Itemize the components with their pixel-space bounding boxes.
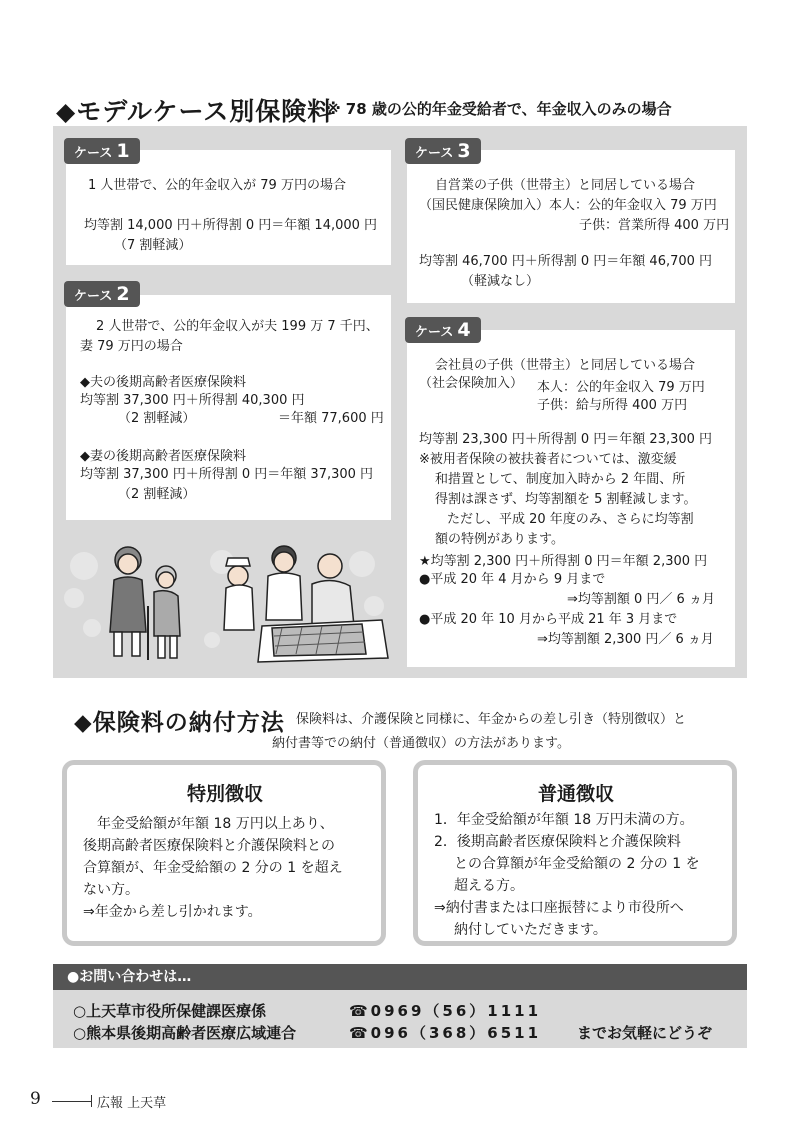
case-1-calculation: 均等割 14,000 円＋所得割 0 円＝年額 14,000 円	[84, 218, 378, 233]
case-3-tab	[405, 138, 481, 164]
case-tab-number: 1	[116, 140, 130, 162]
contact-phone-1[interactable]: ☎0969（56）1111	[349, 1002, 542, 1020]
case-2-wife-heading: ◆妻の後期高齢者医療保険料	[80, 449, 246, 464]
contact-org-2: ○熊本県後期高齢者医療広域連合	[73, 1024, 297, 1042]
contact-header: ●お問い合わせは…	[53, 964, 747, 990]
normal-collection-line-5: ⇒納付書または口座振替により市役所へ	[434, 900, 684, 916]
normal-collection-line-1: 1．年金受給額が年額 18 万円未満の方。	[434, 812, 694, 828]
normal-collection-line-3: との合算額が年金受給額の 2 分の 1 を	[454, 856, 700, 872]
case-2-description-1: 2 人世帯で、公的年金収入が夫 199 万 7 千円、	[96, 319, 379, 334]
case-2-box	[66, 295, 391, 520]
contact-phone-2[interactable]: ☎096（368）6511	[349, 1024, 542, 1042]
page-number: 9	[30, 1089, 41, 1109]
special-collection-line-1: 年金受給額が年額 18 万円以上あり、	[97, 816, 334, 832]
normal-collection-line-2: 2．後期高齢者医療保険料と介護保険料	[434, 834, 681, 850]
case-tab-number: 3	[457, 140, 471, 162]
payment-method-description-line-1: 保険料は、介護保険と同様に、年金からの差し引き（特別徴収）と	[296, 712, 687, 727]
case-4-child-income: 子供：給与所得 400 万円	[537, 398, 688, 413]
special-collection-line-2: 後期高齢者医療保険料と介護保険料との	[83, 838, 335, 854]
case-4-note-5: 額の特例があります。	[435, 532, 564, 547]
case-3-description-1: 自営業の子供（世帯主）と同居している場合	[435, 178, 696, 193]
footer-rule-tick	[91, 1095, 92, 1107]
case-tab-label: ケース	[415, 325, 454, 340]
case-1-tab	[64, 138, 140, 164]
case-2-husband-reduction: （2 割軽減）	[118, 411, 196, 426]
case-3-box	[407, 150, 735, 303]
case-3-child-income: 子供：営業所得 400 万円	[579, 218, 730, 233]
special-collection-title: 特別徴収	[187, 783, 264, 805]
special-collection-line-4: ない方。	[83, 882, 139, 898]
case-2-husband-total: ＝年額 77,600 円	[278, 411, 384, 426]
case-3-reduction: （軽減なし）	[461, 274, 540, 289]
case-3-insurance: （国民健康保険加入）	[419, 198, 550, 213]
case-tab-label: ケース	[74, 289, 113, 304]
publication-name: 広報 上天草	[97, 1096, 167, 1111]
case-2-husband-calculation: 均等割 37,300 円＋所得割 40,300 円	[80, 393, 305, 408]
case-2-description-2: 妻 79 万円の場合	[80, 339, 183, 354]
case-4-description-1: 会社員の子供（世帯主）と同居している場合	[435, 358, 696, 373]
case-tab-number: 2	[116, 283, 130, 305]
payment-method-description	[272, 708, 687, 756]
case-tab-label: ケース	[74, 146, 113, 161]
case-1-reduction: （7 割軽減）	[114, 238, 192, 253]
normal-collection-line-6: 納付していただきます。	[454, 922, 607, 938]
case-4-note-3: 得割は課さず、均等割額を 5 割軽減します。	[435, 492, 697, 507]
payment-method-description-line-2: 納付書等での納付（普通徴収）の方法があります。	[272, 736, 570, 751]
case-4-insurance: （社会保険加入）	[419, 376, 524, 391]
case-4-self-income: 本人：公的年金収入 79 万円	[537, 380, 705, 395]
special-collection-line-3: 合算額が、年金受給額の 2 分の 1 を超え	[83, 860, 343, 876]
case-1-description: 1 人世帯で、公的年金収入が 79 万円の場合	[88, 178, 346, 193]
case-4-note-1: ※被用者保険の被扶養者については、激変緩	[419, 452, 677, 467]
case-4-box	[407, 330, 735, 667]
contact-panel	[53, 964, 747, 1048]
case-4-note-2: 和措置として、制度加入時から 2 年間、所	[435, 472, 686, 487]
section-title-payment-method: ◆保険料の納付方法	[74, 710, 285, 736]
normal-collection-line-4: 超える方。	[454, 878, 524, 894]
section-title-model-cases: ◆モデルケース別保険料	[56, 97, 334, 126]
normal-collection-body	[434, 809, 700, 941]
case-4-period-1-value: ⇒均等割額 0 円／ 6 ヵ月	[567, 592, 715, 607]
normal-collection-title: 普通徴収	[538, 783, 615, 805]
case-2-wife-calculation: 均等割 37,300 円＋所得割 0 円＝年額 37,300 円	[80, 467, 374, 482]
contact-org-1: ○上天草市役所保健課医療係	[73, 1002, 267, 1020]
case-3-calculation: 均等割 46,700 円＋所得割 0 円＝年額 46,700 円	[419, 254, 713, 269]
case-4-period-2-value: ⇒均等割額 2,300 円／ 6 ヵ月	[537, 632, 714, 647]
normal-collection-box	[413, 760, 737, 946]
case-2-tab	[64, 281, 140, 307]
case-4-note-4: ただし、平成 20 年度のみ、さらに均等割	[447, 512, 694, 527]
case-4-calculation: 均等割 23,300 円＋所得割 0 円＝年額 23,300 円	[419, 432, 713, 447]
case-tab-number: 4	[457, 319, 471, 341]
special-collection-box	[62, 760, 386, 946]
special-collection-body	[83, 813, 343, 923]
special-collection-line-5: ⇒年金から差し引かれます。	[83, 904, 262, 920]
case-tab-label: ケース	[415, 146, 454, 161]
case-1-box	[66, 150, 391, 265]
case-4-period-1: ●平成 20 年 4 月から 9 月まで	[419, 572, 606, 587]
case-4-period-2: ●平成 20 年 10 月から平成 21 年 3 月まで	[419, 612, 678, 627]
contact-suffix: までお気軽にどうぞ	[577, 1024, 713, 1042]
elderly-care-illustration	[62, 536, 392, 676]
case-4-tab	[405, 317, 481, 343]
case-2-wife-reduction: （2 割軽減）	[118, 487, 196, 502]
section-note-age: ※ 78 歳の公的年金受給者で、年金収入のみの場合	[326, 100, 672, 118]
case-3-self-income: 本人：公的年金収入 79 万円	[549, 198, 717, 213]
case-4-special: ★均等割 2,300 円＋所得割 0 円＝年額 2,300 円	[419, 554, 708, 569]
case-2-husband-heading: ◆夫の後期高齢者医療保険料	[80, 375, 246, 390]
footer-rule	[52, 1101, 92, 1102]
